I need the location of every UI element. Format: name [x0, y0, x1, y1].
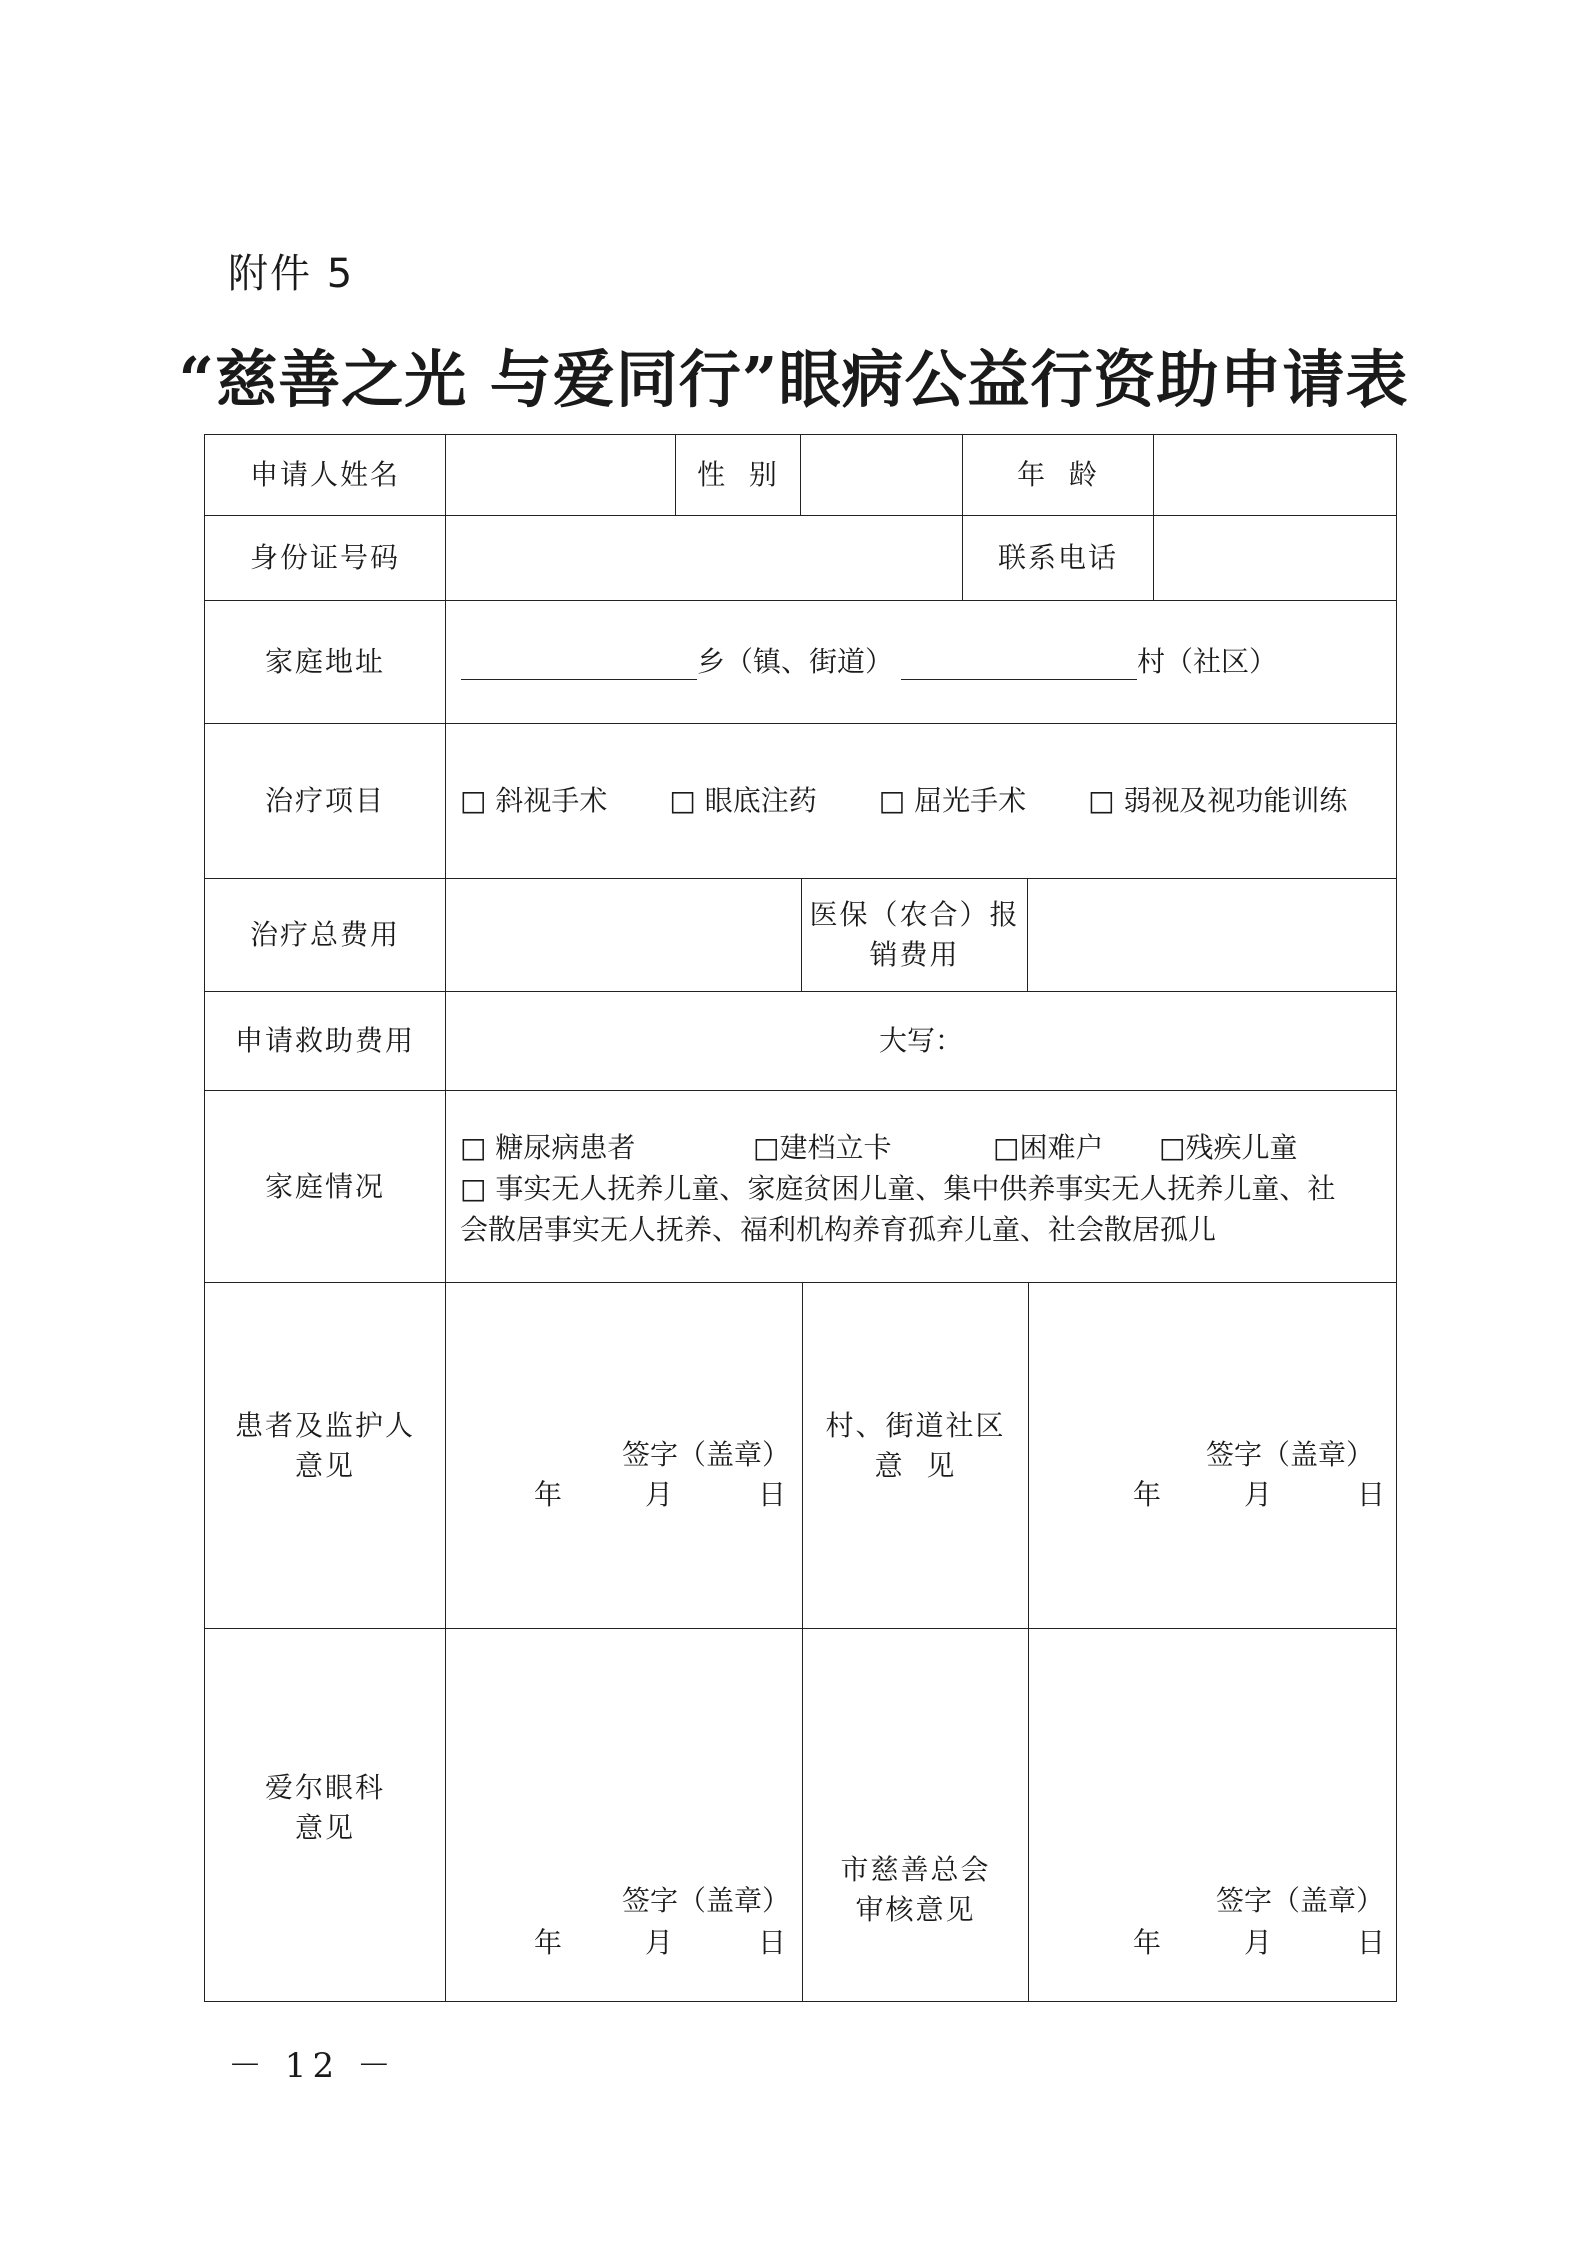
- patient-sign-label: 签字（盖章）: [621, 1438, 790, 1471]
- phone-label: 联系电话: [962, 515, 1154, 601]
- aier-opinion-line1: 爱尔眼科: [264, 1771, 385, 1804]
- page-number: － 12 －: [228, 2046, 397, 2086]
- aid-amount-label: 申请救助费用: [204, 991, 446, 1091]
- family-option-disabled-child[interactable]: □残疾儿童: [1159, 1131, 1298, 1164]
- id-number-field[interactable]: [445, 515, 963, 601]
- id-number-label: 身份证号码: [204, 515, 446, 601]
- village-suffix: 村（社区）: [1137, 645, 1278, 678]
- aier-month: 月: [645, 1926, 674, 1959]
- village-opinion-line2: 意 见: [874, 1448, 957, 1482]
- village-blank[interactable]: [901, 645, 1137, 680]
- insurance-label: [801, 878, 1028, 992]
- family-option-children-line-cont: 会散居事实无人抚养、福利机构养育孤弃儿童、社会散居孤儿: [460, 1213, 1217, 1246]
- patient-opinion-line1: 患者及监护人: [234, 1408, 415, 1442]
- village-day: 日: [1357, 1478, 1386, 1511]
- address-field[interactable]: [445, 600, 1397, 724]
- village-opinion-line1: 村、街道社区: [825, 1408, 1006, 1442]
- charity-opinion-line2: 审核意见: [855, 1893, 976, 1926]
- aier-opinion-label: [204, 1628, 446, 2002]
- village-opinion-field[interactable]: [1028, 1282, 1397, 1629]
- aier-year: 年: [534, 1926, 563, 1959]
- family-option-hardship[interactable]: □困难户: [993, 1131, 1104, 1164]
- patient-opinion-line2: 意见: [294, 1448, 355, 1482]
- document-title: “慈善之光 与爱同行”眼病公益行资助申请表: [178, 343, 1409, 416]
- family-situation-options: [445, 1090, 1397, 1283]
- patient-day: 日: [758, 1478, 787, 1511]
- town-suffix: 乡（镇、街道）: [697, 645, 894, 678]
- applicant-name-label: 申请人姓名: [204, 434, 446, 516]
- village-year: 年: [1133, 1478, 1162, 1511]
- village-opinion-label: [802, 1282, 1029, 1629]
- gender-field[interactable]: [800, 434, 963, 516]
- age-field[interactable]: [1153, 434, 1397, 516]
- total-cost-label: 治疗总费用: [204, 878, 446, 992]
- phone-field[interactable]: [1153, 515, 1397, 601]
- family-option-diabetes[interactable]: □ 糖尿病患者: [460, 1131, 636, 1164]
- application-form: [204, 434, 1397, 2002]
- family-situation-label: 家庭情况: [204, 1090, 446, 1283]
- treatment-option-fundus-injection[interactable]: □ 眼底注药: [669, 784, 817, 817]
- family-option-children-line[interactable]: □ 事实无人抚养儿童、家庭贫困儿童、集中供养事实无人抚养儿童、社: [460, 1172, 1336, 1205]
- aier-opinion-line2: 意见: [294, 1811, 355, 1844]
- applicant-name-field[interactable]: [445, 434, 676, 516]
- charity-month: 月: [1244, 1926, 1273, 1959]
- insurance-field[interactable]: [1027, 878, 1397, 992]
- treatment-option-strabismus[interactable]: □ 斜视手术: [460, 784, 608, 817]
- aier-opinion-field[interactable]: [445, 1628, 803, 2002]
- village-month: 月: [1244, 1478, 1273, 1511]
- insurance-label-line2: 销费用: [869, 938, 960, 971]
- address-label: 家庭地址: [204, 600, 446, 724]
- charity-opinion-field[interactable]: [1028, 1628, 1397, 2002]
- family-options-row: [460, 1127, 1384, 1168]
- patient-year: 年: [534, 1478, 563, 1511]
- charity-day: 日: [1357, 1926, 1386, 1959]
- gender-label: 性 别: [675, 434, 801, 516]
- treatment-label: 治疗项目: [204, 723, 446, 879]
- charity-opinion-label: [802, 1628, 1029, 2002]
- charity-year: 年: [1133, 1926, 1162, 1959]
- aier-day: 日: [758, 1926, 787, 1959]
- patient-opinion-label: [204, 1282, 446, 1629]
- family-option-registered-poor[interactable]: □建档立卡: [753, 1131, 892, 1164]
- village-sign-label: 签字（盖章）: [1205, 1438, 1374, 1471]
- treatment-options: [445, 723, 1397, 879]
- treatment-option-amblyopia[interactable]: □ 弱视及视功能训练: [1088, 784, 1348, 817]
- patient-month: 月: [645, 1478, 674, 1511]
- age-label: 年 龄: [962, 434, 1154, 516]
- aid-amount-field[interactable]: [445, 991, 1397, 1091]
- treatment-option-refractive[interactable]: □ 屈光手术: [878, 784, 1027, 817]
- charity-sign-label: 签字（盖章）: [1215, 1884, 1384, 1917]
- total-cost-field[interactable]: [445, 878, 802, 992]
- aid-uppercase-label: 大写：: [878, 1024, 963, 1057]
- charity-opinion-line1: 市慈善总会: [840, 1853, 991, 1886]
- annex-label: 附件 5: [228, 251, 355, 297]
- town-blank[interactable]: [461, 645, 697, 680]
- aier-sign-label: 签字（盖章）: [621, 1884, 790, 1917]
- insurance-label-line1: 医保（农合）报: [809, 898, 1020, 931]
- patient-opinion-field[interactable]: [445, 1282, 803, 1629]
